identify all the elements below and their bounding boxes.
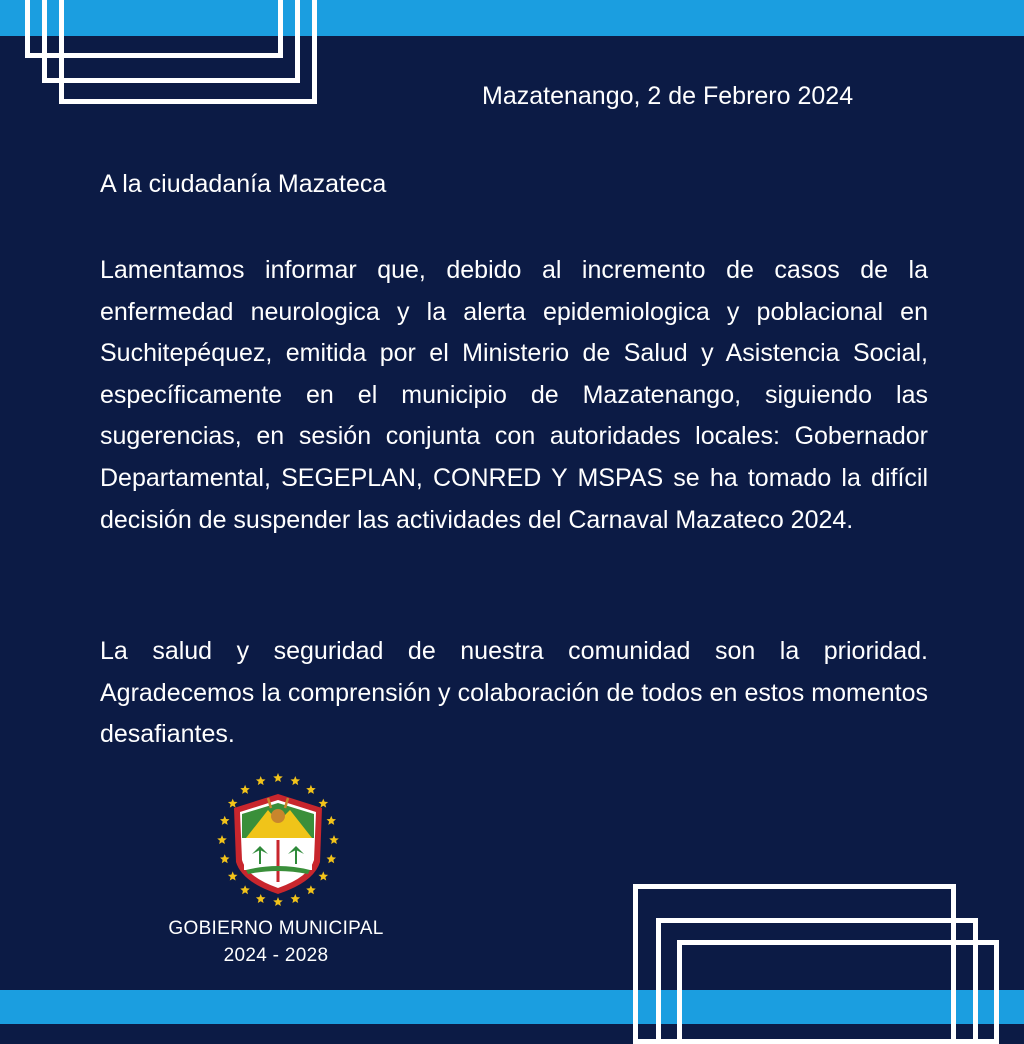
- crest-star: [319, 871, 329, 880]
- crest-star: [291, 894, 301, 903]
- crest-star: [329, 835, 339, 844]
- crest-star: [240, 885, 250, 894]
- crest-star: [228, 871, 238, 880]
- letter-date: Mazatenango, 2 de Febrero 2024: [482, 82, 854, 110]
- crest-star: [306, 885, 316, 894]
- municipal-crest-icon: [216, 770, 340, 908]
- crest-star: [256, 776, 266, 785]
- crest-star: [327, 816, 337, 825]
- crest-star: [319, 799, 329, 808]
- crest-star: [306, 785, 316, 794]
- crest-star: [240, 785, 250, 794]
- crest-star: [220, 816, 230, 825]
- crest-star: [256, 894, 266, 903]
- crest-star: [273, 897, 283, 906]
- crest-star: [273, 773, 283, 782]
- letter-greeting: A la ciudadanía Mazateca: [100, 170, 387, 198]
- crest-star: [217, 835, 227, 844]
- frame-line: [677, 940, 999, 1044]
- crest-star: [220, 854, 230, 863]
- footer-term-years: 2024 - 2028: [223, 945, 329, 966]
- frame-line: [59, 0, 317, 104]
- letter-paragraph-2: La salud y seguridad de nuestra comunidad son la prioridad. Agradecemos la comprensión y colaboración de todos en estos momentos desafiantes.: [100, 637, 928, 749]
- letter-paragraph-1: Lamentamos informar que, debido al incremento de casos de la enfermedad neurologica y la alerta epidemiologica y poblacional en Suchitepéquez, emitida por el Ministerio de Salud y Asistencia Social, específicamente en el municipio de Mazatenango, siguiendo las sugerencias, en sesión conjunta con autoridades locales: Gobernador Departamental, SEGEPLAN, CONRED Y MSPAS se ha tomado la difícil decisión de suspender las actividades del Carnaval Mazateco 2024.: [100, 256, 928, 534]
- footer-government-label: GOBIERNO MUNICIPAL: [168, 918, 384, 939]
- crest-star: [228, 799, 238, 808]
- crest-star: [327, 854, 337, 863]
- crest-star: [291, 776, 301, 785]
